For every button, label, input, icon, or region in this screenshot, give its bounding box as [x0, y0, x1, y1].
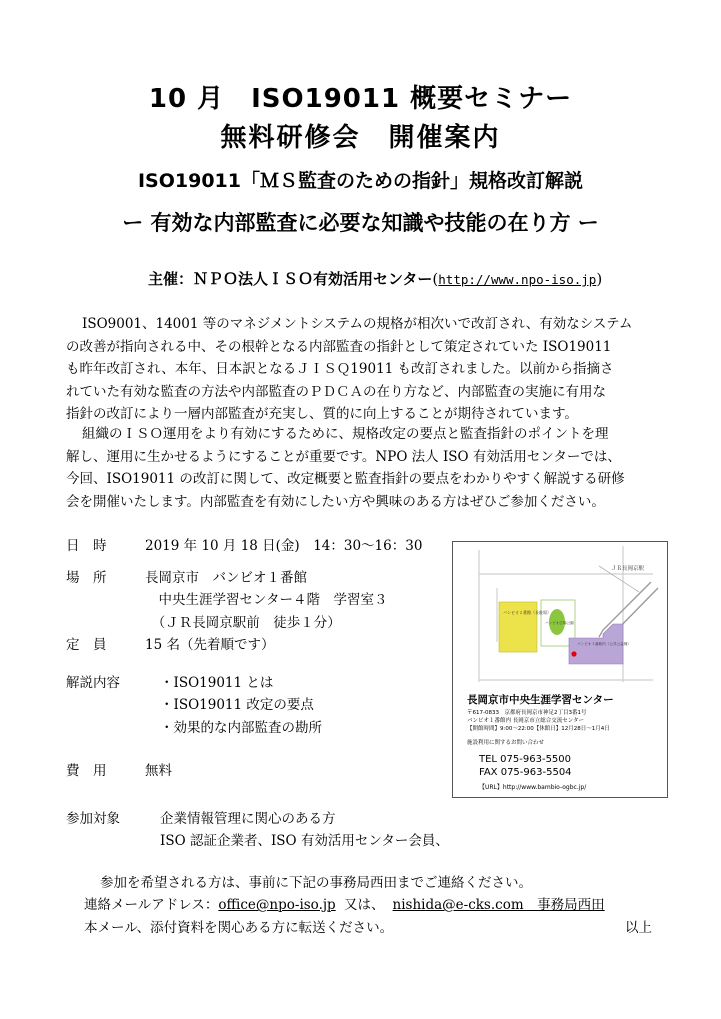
organizer-link[interactable]: http://www.npo-iso.jp	[438, 272, 597, 287]
organizer	[148, 268, 602, 289]
contact-intro: 参加を希望される方は、事前に下記の事務局西田までご連絡ください。	[100, 875, 532, 891]
map-label-bambio1: バンビオ１番館内（公共公益棟）	[577, 642, 631, 646]
center-building-note: バンビオ１番館内 長岡京市立総合交流センター	[467, 718, 585, 724]
organizer-label: 主催：ＮＰＯ法人ＩＳＯ有効活用センター	[148, 270, 433, 288]
capacity-label: 定 員	[66, 637, 107, 653]
mail-link-nishida[interactable]: nishida@e-cks.com 事務局西田	[392, 897, 605, 913]
center-name: 長岡京市中央生涯学習センター	[467, 694, 614, 706]
intro-p1-line: 指針の改訂により一層内部監査が充実し、質的に向上することが期待されています。	[66, 406, 578, 423]
closing-mark: 以上	[625, 920, 652, 936]
center-fax: FAX 075-963-5504	[479, 767, 572, 778]
fee-value: 無料	[145, 763, 172, 779]
topic-item: ・効果的な内部監査の勘所	[160, 720, 322, 736]
center-url: 【URL】http://www.bambio-ogbc.jp/	[479, 784, 587, 791]
intro-p1-line	[66, 313, 662, 336]
venue-map-box	[452, 541, 668, 798]
center-inquiry: 施設利用に関するお問い合わせ	[467, 740, 545, 746]
intro-paragraph-1	[66, 313, 662, 426]
intro-p2-line: 今回、ISO19011 の改訂に関して、改定概要と監査指針の要点をわかりやすく解説する研修	[66, 471, 625, 488]
title-line-2: 無料研修会 開催案内	[220, 123, 501, 153]
intro-p1-line: の改善が指向される中、その根幹となる内部監査の指針として策定されていた ISO19011	[66, 338, 612, 355]
venue-map	[453, 542, 667, 687]
intro-p2-line: 解し、運用に生かせるようにすることが重要です。NPO 法人 ISO 有効活用センターでは、	[66, 448, 621, 465]
capacity-value: 15 名（先着順です）	[145, 637, 275, 653]
paren-open: (	[432, 270, 439, 288]
mail-link-office[interactable]: office@npo-iso.jp	[218, 897, 336, 913]
date-value: 2019 年 10 月 18 日(金) 14：30～16：30	[145, 538, 423, 554]
location-marker-icon	[571, 651, 576, 656]
paren-close: )	[596, 270, 603, 288]
place-line-1: 長岡京市 バンビオ１番館	[145, 570, 307, 586]
intro-p1-line: も昨年改訂され、本年、日本訳となるＪＩＳＱ19011 も改訂されました。以前から指摘さ	[66, 361, 614, 378]
center-tel: TEL 075-963-5500	[479, 754, 572, 765]
center-address: 〒617-0833 京都府長岡京市神足2丁目3番1号	[467, 710, 587, 716]
place-line-2: 中央生涯学習センター４階 学習室３	[145, 592, 388, 608]
place-label: 場 所	[66, 570, 107, 586]
mail-or: 又は、	[344, 897, 385, 913]
intro-p2-line	[66, 423, 662, 446]
fee-label: 費 用	[66, 763, 107, 779]
topic-item: ・ISO19011 改定の要点	[160, 697, 314, 713]
topic-item: ・ISO19011 とは	[160, 675, 274, 691]
text: ISO9001、14001 等のマネジメントシステムの規格が相次いで改訂され、有効なシステム	[82, 316, 633, 332]
intro-paragraph-2	[66, 423, 662, 513]
intro-p1-line: れていた有効な監査の方法や内部監査のＰＤＣＡの在り方など、内部監査の実施に有用な	[66, 383, 606, 400]
center-hours: 【開館時間】9:00～22:00【休館日】12月28日～1月4日	[467, 726, 610, 732]
mail-label: 連絡メールアドレス：	[84, 897, 219, 913]
contact-mail-line	[84, 894, 605, 916]
target-line-1: 企業情報管理に関心のある方	[160, 811, 336, 827]
tagline: ー 有効な内部監査に必要な知識や技能の在り方 ー	[122, 211, 599, 235]
date-label: 日 時	[66, 538, 107, 554]
subtitle: ISO19011「ＭＳ監査のための指針」規格改訂解説	[137, 170, 583, 192]
map-label-bambio2: バンビオ２番館（長駐場）	[503, 610, 551, 615]
topics-label: 解説内容	[66, 675, 120, 691]
forward-note: 本メール、添付資料を関心ある方に転送ください。	[84, 920, 394, 936]
place-line-3: （ＪＲ長岡京駅前 徒歩１分）	[145, 615, 341, 631]
title-line-1: 10 月 ISO19011 概要セミナー	[148, 84, 573, 114]
map-label-station: ＪＲ長岡京駅	[611, 566, 645, 572]
target-label: 参加対象	[66, 811, 120, 827]
target-line-2: ISO 認証企業者、ISO 有効活用センター会員、	[160, 833, 449, 849]
text: 組織のＩＳＯ運用をより有効にするために、規格改定の要点と監査指針のポイントを理	[82, 426, 609, 442]
intro-p2-line: 会を開催いたします。内部監査を有効にしたい方や興味のある方はぜひご参加ください。	[66, 493, 605, 510]
map-label-plaza: バンビオ広場公園	[545, 621, 574, 625]
